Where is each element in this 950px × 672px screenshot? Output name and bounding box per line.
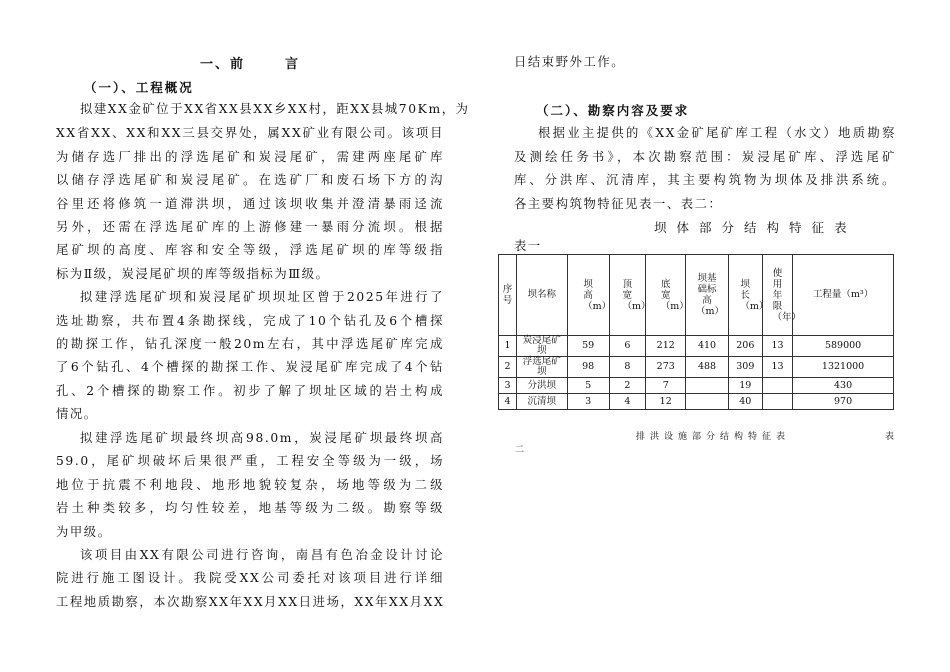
table-header-cell: 序号 <box>499 255 517 336</box>
table-cell: 5 <box>567 378 609 394</box>
paragraph-line: 谷里还将修筑一道滞洪坝，通过该坝收集并澄清暴雨迳流 <box>56 197 444 211</box>
table-cell <box>686 378 728 394</box>
table-cell: 2 <box>499 357 517 378</box>
section-heading-preface <box>56 53 444 72</box>
table-cell: 19 <box>728 378 762 394</box>
paragraph-line: 工程地质勘察，本次勘察XX年XX月XX日进场，XX年XX月XX <box>56 595 445 609</box>
table-cell: 430 <box>793 378 894 394</box>
table-row <box>499 394 894 410</box>
table-header-cell: 使用年限（年） <box>762 255 792 336</box>
table-header-cell: 底宽（m） <box>646 255 686 336</box>
table-cell: 1 <box>499 336 517 357</box>
paragraph-line: 为甲级。 <box>56 525 112 539</box>
table-cell: 410 <box>686 336 728 357</box>
table-cell: 970 <box>793 394 894 410</box>
table-cell <box>686 394 728 410</box>
table-cell: 12 <box>646 394 686 410</box>
table-cell: 8 <box>609 357 645 378</box>
table-row <box>499 357 894 378</box>
table-header-cell: 坝长（m） <box>728 255 762 336</box>
table-header-cell: 顶宽（m） <box>609 255 645 336</box>
table-header-row <box>499 255 894 336</box>
table-cell: 488 <box>686 357 728 378</box>
subheading-project-overview: （一）、工程概况 <box>84 80 194 95</box>
table-cell: 309 <box>728 357 762 378</box>
table-caption: 坝体部分结构特征表 <box>654 220 857 235</box>
paragraph-line: 岩土种类较多，均匀性较差，地基等级为二级。勘察等级 <box>56 501 444 515</box>
paragraph-line: 根据业主提供的《XX金矿尾矿库工程（水文）地质勘察 <box>538 126 896 140</box>
table-cell: 13 <box>762 336 792 357</box>
table2-label-part: 表 <box>885 432 895 442</box>
table-cell: 浮选尾矿坝 <box>517 357 567 378</box>
paragraph-line: 59.0，尾矿坝破坏后果很严重，工程安全等级为一级，场 <box>56 454 444 468</box>
paragraph-line: 为储存选厂排出的浮选尾矿和炭浸尾矿，需建两座尾矿库 <box>56 150 444 164</box>
table-cell <box>762 394 792 410</box>
table-cell: 40 <box>728 394 762 410</box>
table-cell: 7 <box>646 378 686 394</box>
paragraph-line: 标为Ⅱ级，炭浸尾矿坝的库等级指标为Ⅲ级。 <box>56 267 330 281</box>
table-header-cell: 坝名称 <box>517 255 567 336</box>
table-header-cell: 工程量（m³） <box>793 255 894 336</box>
table-cell: 3 <box>499 378 517 394</box>
paragraph-line: 拟建浮选尾矿坝和炭浸尾矿坝坝址区曾于2025年进行了 <box>80 290 444 304</box>
paragraph-line: 情况。 <box>56 407 98 421</box>
paragraph-line: 库、分洪库、沉清库，其主要构筑物为坝体及排洪系统。 <box>514 173 896 187</box>
paragraph-line: 拟建浮选尾矿坝最终坝高98.0m，炭浸尾矿坝最终坝高 <box>80 431 444 445</box>
table-cell: 6 <box>609 336 645 357</box>
paragraph-line: 的勘探工作，钻孔深度一般20m左右，其中浮选尾矿库完成 <box>56 337 444 351</box>
table-cell <box>762 378 792 394</box>
table-header-cell: 坝基础标高（m） <box>686 255 728 336</box>
paragraph-line: 以储存浮选尾矿和炭浸尾矿。在选矿厂和废石场下方的沟 <box>56 173 444 187</box>
table-row <box>499 336 894 357</box>
table-header-cell: 坝高（m） <box>567 255 609 336</box>
paragraph-line: 选址勘察，共布置4条勘探线，完成了10个钻孔及6个槽探 <box>56 314 444 328</box>
paragraph-line: 日结束野外工作。 <box>514 55 626 69</box>
table-cell: 3 <box>567 394 609 410</box>
table-cell: 273 <box>646 357 686 378</box>
table-cell: 炭浸尾矿坝 <box>517 336 567 357</box>
table-cell: 分洪坝 <box>517 378 567 394</box>
table-cell: 4 <box>499 394 517 410</box>
paragraph-line: 院进行施工图设计。我院受XX公司委托对该项目进行详细 <box>56 571 444 585</box>
table-cell: 98 <box>567 357 609 378</box>
heading-part: 一、前 <box>199 57 245 72</box>
table-cell: 13 <box>762 357 792 378</box>
table2-label-part: 二 <box>515 445 525 455</box>
table-cell: 589000 <box>793 336 894 357</box>
table-cell: 沉清坝 <box>517 394 567 410</box>
heading-part: 言 <box>285 57 301 72</box>
paragraph-line: 各主要构筑物特征见表一、表二： <box>514 197 723 211</box>
paragraph-line: 拟建XX金矿位于XX省XX县XX乡XX村，距XX县城70Km，为 <box>80 102 470 116</box>
table-label: 表一 <box>514 239 542 253</box>
table-cell: 1321000 <box>793 357 894 378</box>
paragraph-line: 地位于抗震不利地段、地形地貌较复杂，场地等级为二级 <box>56 478 444 492</box>
table-cell: 212 <box>646 336 686 357</box>
table2-caption: 排洪设施部分结构特征表 <box>636 432 791 442</box>
paragraph-line: XX省XX、XX和XX三县交界处，属XX矿业有限公司。该项目 <box>56 126 444 140</box>
paragraph-line: 另外，还需在浮选尾矿库的上游修建一暴雨分流坝。根据 <box>56 220 444 234</box>
dam-structure-table <box>498 254 894 410</box>
subheading-survey-scope: （二）、勘察内容及要求 <box>536 103 690 118</box>
paragraph-line: 了6个钻孔、4个槽探的勘探工作、炭浸尾矿库完成了4个钻 <box>56 360 444 374</box>
table-cell: 206 <box>728 336 762 357</box>
table-cell: 2 <box>609 378 645 394</box>
table-cell: 4 <box>609 394 645 410</box>
table-cell: 59 <box>567 336 609 357</box>
table-row <box>499 378 894 394</box>
paragraph-line: 该项目由XX有限公司进行咨询，南昌有色冶金设计讨论 <box>80 548 444 562</box>
paragraph-line: 孔、2个槽探的勘察工作。初步了解了坝址区域的岩土构成 <box>56 384 444 398</box>
paragraph-line: 尾矿坝的高度、库容和安全等级，浮选尾矿坝的库等级指 <box>56 243 444 257</box>
paragraph-line: 及测绘任务书》，本次勘察范围：炭浸尾矿库、浮选尾矿 <box>514 150 896 164</box>
